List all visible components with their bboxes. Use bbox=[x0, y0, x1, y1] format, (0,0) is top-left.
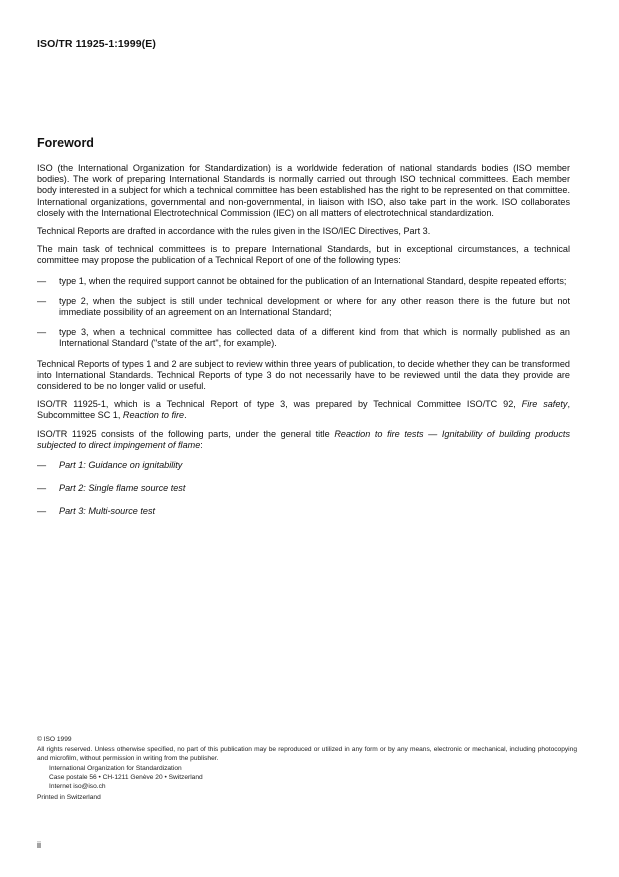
type-1-text: type 1, when the required support cannot be obtained for the publication of an International Standard, despite repeated efforts; bbox=[59, 275, 567, 286]
copyright-footer bbox=[37, 735, 577, 802]
paragraph-drafting-rules: Technical Reports are drafted in accordance with the rules given in the ISO/IEC Directives, Part 3. bbox=[37, 226, 431, 237]
paragraph-prepared-by bbox=[37, 399, 570, 421]
prepared-by-text-e: . bbox=[184, 410, 187, 421]
committee-title: Fire safety bbox=[521, 399, 568, 410]
publisher-address: Case postale 56 • CH-1211 Genève 20 • Switzerland bbox=[49, 774, 203, 782]
rights-statement: All rights reserved. Unless otherwise specified, no part of this publication may be reproduced or utilized in any form or by any means, electronic or mechanical, including photocopying and microfilm, without permission in writing from the publisher. bbox=[37, 746, 577, 763]
dash-marker: — bbox=[37, 506, 47, 517]
publisher-internet: Internet iso@iso.ch bbox=[49, 783, 106, 791]
foreword-heading: Foreword bbox=[37, 136, 94, 150]
type-3-text: type 3, when a technical committee has collected data of a different kind from that which is normally published as an International Standard ("state of the art", for example). bbox=[59, 327, 570, 349]
part-1-title: Part 1: Guidance on ignitability bbox=[59, 460, 183, 471]
printed-location: Printed in Switzerland bbox=[37, 793, 101, 801]
document-identifier: ISO/TR 11925-1:1999(E) bbox=[37, 38, 156, 50]
prepared-by-text-a: ISO/TR 11925-1, which is a Technical Report of type 3, was prepared by Technical Committee ISO/TC 92, bbox=[37, 399, 522, 410]
foreword-body bbox=[37, 163, 570, 530]
dash-marker: — bbox=[37, 460, 47, 471]
dash-marker: — bbox=[37, 327, 47, 338]
paragraph-review: Technical Reports of types 1 and 2 are subject to review within three years of publication, to decide whether they can be transformed into International Standards. Technical Reports of type 3 do not necessarily have to be reviewed until the data they provide are considered to be no longer valid or useful. bbox=[37, 358, 570, 392]
general-title: Reaction to fire tests — Ignitability of building products subjected to direct impingement of flame bbox=[37, 428, 570, 450]
parts-intro-text-c: : bbox=[200, 439, 203, 450]
part-3-title: Part 3: Multi-source test bbox=[59, 506, 156, 517]
dash-marker: — bbox=[37, 483, 47, 494]
list-item-part-2 bbox=[37, 483, 570, 494]
list-item-type-3 bbox=[37, 327, 570, 349]
copyright-notice: © ISO 1999 bbox=[37, 736, 72, 743]
paragraph-parts-intro bbox=[37, 429, 570, 451]
list-item-part-1 bbox=[37, 460, 570, 471]
part-2-title: Part 2: Single flame source test bbox=[59, 483, 186, 494]
subcommittee-title: Reaction to fire bbox=[122, 410, 185, 421]
list-item-type-2 bbox=[37, 296, 570, 318]
page-number: ii bbox=[37, 840, 41, 850]
parts-intro-text-a: ISO/TR 11925 consists of the following parts, under the general title bbox=[37, 428, 335, 439]
paragraph-iso-intro: ISO (the International Organization for Standardization) is a worldwide federation of national standards bodies (ISO member bodies). The work of preparing International Standards is normally carried out through ISO technical committees. Each member body interested in a subject for which a technical committee has been established has the right to be represented on that committee. International organizations, governmental and non-governmental, in liaison with ISO, also take part in the work. ISO collaborates closely with the International Electrotechnical Commission (IEC) on all matters of electrotechnical standardization. bbox=[37, 163, 570, 218]
publisher-name: International Organization for Standardization bbox=[49, 765, 182, 773]
list-item-type-1 bbox=[37, 276, 570, 287]
type-2-text: type 2, when the subject is still under technical development or where for any other reason there is the future but not immediate possibility of an agreement on an International Standard; bbox=[59, 295, 570, 318]
list-item-part-3 bbox=[37, 506, 570, 517]
dash-marker: — bbox=[37, 295, 47, 306]
prepared-by-text-c: , Subcommittee SC 1, bbox=[37, 399, 570, 421]
paragraph-main-task: The main task of technical committees is to prepare International Standards, but in exceptional circumstances, a technical committee may propose the publication of a Technical Report of one of the following types: bbox=[37, 244, 570, 266]
dash-marker: — bbox=[37, 275, 47, 286]
